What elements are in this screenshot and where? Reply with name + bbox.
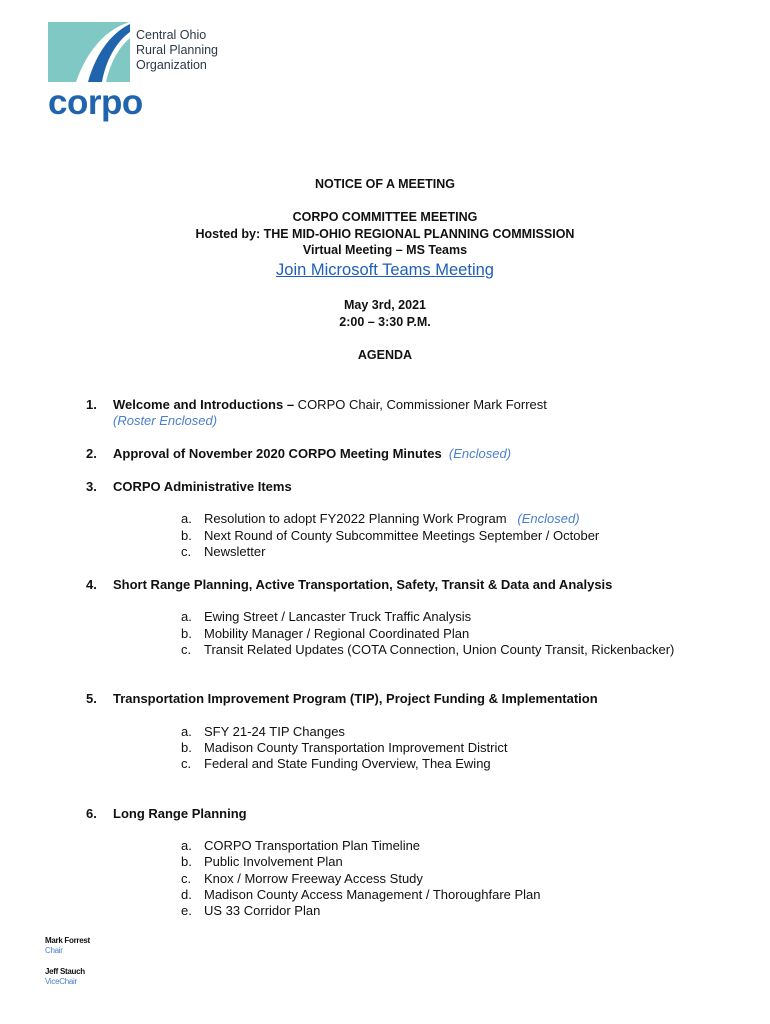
sub-item: a. SFY 21-24 TIP Changes	[181, 724, 345, 739]
host-line: Hosted by: THE MID-OHIO REGIONAL PLANNING COMMISSION	[195, 227, 575, 241]
vice-chair-role: ViceChair	[45, 977, 77, 986]
join-teams-link[interactable]: Join Microsoft Teams Meeting	[276, 261, 494, 279]
meeting-time: 2:00 – 3:30 P.M.	[339, 315, 431, 329]
meeting-title: CORPO COMMITTEE MEETING	[292, 210, 478, 224]
sub-item: c. Knox / Morrow Freeway Access Study	[181, 871, 423, 886]
sub-item: c. Newsletter	[181, 544, 266, 559]
sub-item: a. Resolution to adopt FY2022 Planning Work Program (Enclosed)	[181, 511, 580, 526]
meeting-date: May 3rd, 2021	[344, 298, 426, 312]
chair-name: Mark Forrest	[45, 936, 90, 945]
vice-chair-name: Jeff Stauch	[45, 967, 85, 976]
sub-item: c. Transit Related Updates (COTA Connection, Union County Transit, Rickenbacker)	[181, 642, 675, 657]
notice-title: NOTICE OF A MEETING	[314, 177, 456, 191]
item-title: Transportation Improvement Program (TIP), Project Funding & Implementation	[113, 691, 598, 706]
sub-item: b. Mobility Manager / Regional Coordinated Plan	[181, 626, 470, 641]
corpo-logo	[48, 20, 228, 125]
chair-block	[45, 936, 90, 956]
chair-role: Chair	[45, 946, 63, 955]
sub-item: b. Madison County Transportation Improvement District	[181, 740, 508, 755]
logo-wordmark: corpo	[48, 83, 143, 122]
item-title: Short Range Planning, Active Transportation, Safety, Transit & Data and Analysis	[113, 577, 613, 592]
sub-item: e. US 33 Corridor Plan	[181, 903, 321, 918]
logo-org-name: Central Ohio Rural Planning Organization	[136, 28, 218, 72]
sub-item: a. CORPO Transportation Plan Timeline	[181, 838, 421, 853]
sub-item: b. Public Involvement Plan	[181, 854, 343, 869]
item-title: Welcome and Introductions –	[113, 397, 295, 412]
item-title: Approval of November 2020 CORPO Meeting Minutes	[113, 446, 442, 461]
sub-item: b. Next Round of County Subcommittee Meetings September / October	[181, 528, 600, 543]
sub-item: c. Federal and State Funding Overview, Thea Ewing	[181, 756, 491, 771]
sub-item: d. Madison County Access Management / Thoroughfare Plan	[181, 887, 541, 902]
enclosed-note: (Enclosed)	[448, 446, 512, 461]
item-title: Long Range Planning	[113, 806, 247, 821]
enclosed-note: (Enclosed)	[517, 511, 580, 526]
meeting-mode: Virtual Meeting – MS Teams	[302, 243, 468, 257]
item-detail: CORPO Chair, Commissioner Mark Forrest	[294, 397, 547, 412]
sub-item: a. Ewing Street / Lancaster Truck Traffic Analysis	[181, 609, 472, 624]
item-title: CORPO Administrative Items	[113, 479, 292, 494]
logo-mark-icon	[48, 20, 133, 82]
agenda-heading: AGENDA	[357, 348, 413, 362]
vice-chair-block	[45, 967, 85, 987]
